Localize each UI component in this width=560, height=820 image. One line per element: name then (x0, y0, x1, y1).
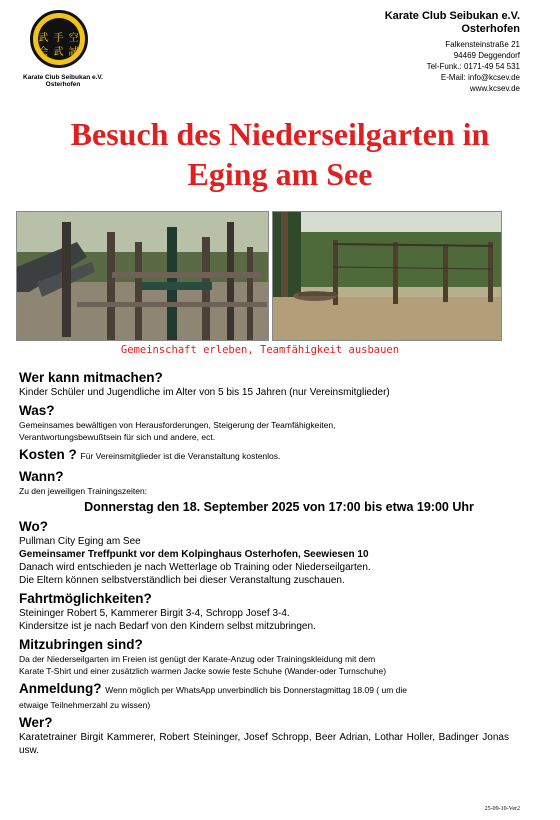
section-was (19, 402, 509, 443)
website-link[interactable]: www.kcsev.de (469, 84, 520, 93)
text-wann: Zu den jeweiligen Trainingszeiten: (19, 486, 148, 496)
club-name: Karate Club Seibukan e.V. (384, 10, 520, 22)
heading-fahrt: Fahrtmöglichkeiten? (19, 591, 152, 606)
text-wo-line-4: Die Eltern können selbstverständlich bei dieser Veranstaltung zuschauen. (19, 575, 345, 586)
club-town: Osterhofen (461, 23, 520, 35)
section-kosten (19, 446, 509, 465)
page-title (0, 114, 560, 194)
section-wo (19, 518, 509, 587)
title-line-2: Eging am See (187, 156, 373, 192)
text-kosten: Für Vereinsmitglieder ist die Veranstaltung kostenlos. (80, 451, 281, 461)
heading-was: Was? (19, 403, 55, 418)
section-anmeldung (19, 680, 509, 711)
logo-glyph-top: 武 手 空 (38, 33, 80, 44)
address-city: 94469 Deggendorf (453, 51, 520, 60)
text-mitbringen-line-2: Karate T-Shirt und einer zusätzlich warmen Jacke sowie feste Schuhe (Wander-oder Turnschuhe) (19, 666, 387, 676)
text-was-line-1: Gemeinsames bewältigen von Herausforderungen, Steigerung der Teamfähigkeiten, (19, 420, 336, 430)
section-mitbringen (19, 636, 509, 677)
text-wer-kann: Kinder Schüler und Jugendliche im Alter von 5 bis 15 Jahren (nur Vereinsmitglieder) (19, 387, 390, 398)
text-anmeldung-line-2: etwaige Teilnehmerzahl zu wissen) (19, 700, 151, 710)
heading-wer: Wer? (19, 715, 53, 730)
address-street: Falkensteinstraße 21 (445, 40, 520, 49)
phone-number: Tel-Funk.: 0171-49 54 531 (426, 62, 520, 71)
text-wo-meeting-point: Gemeinsamer Treffpunkt vor dem Kolpinghaus Osterhofen, Seewiesen 10 (19, 549, 369, 560)
event-details (19, 369, 509, 760)
club-logo (22, 10, 104, 88)
logo-emblem-icon (30, 10, 88, 68)
text-fahrt-line-1: Steininger Robert 5, Kammerer Birgit 3-4, Schropp Josef 3-4. (19, 608, 290, 619)
text-wo-line-3: Danach wird entschieden je nach Wetterlage ob Training oder Niederseilgarten. (19, 562, 371, 573)
tagline: Gemeinschaft erleben, Teamfähigkeit ausbauen (120, 344, 400, 356)
heading-wer-kann: Wer kann mitmachen? (19, 370, 163, 385)
heading-wo: Wo? (19, 519, 48, 534)
text-wer: Karatetrainer Birgit Kammerer, Robert Steininger, Josef Schropp, Beer Adrian, Lothar Holler, Badinger Jonas usw. (19, 732, 509, 756)
heading-mitbringen: Mitzubringen sind? (19, 637, 143, 652)
text-wo-line-1: Pullman City Eging am See (19, 536, 141, 547)
logo-glyph-bottom: 会 武 誠 (38, 47, 80, 58)
heading-wann: Wann? (19, 469, 64, 484)
text-anmeldung: Wenn möglich per WhatsApp unverbindlich bis Donnerstagmittag 18.09 ( um die (105, 685, 408, 695)
version-stamp: 25-09-10-Ver2 (484, 806, 520, 812)
section-wann (19, 468, 509, 515)
text-mitbringen-line-1: Da der Niederseilgarten im Freien ist genügt der Karate-Anzug oder Trainingskleidung mit dem (19, 654, 376, 664)
heading-kosten: Kosten ? (19, 447, 77, 462)
contact-block (385, 10, 520, 94)
heading-anmeldung: Anmeldung? (19, 681, 102, 696)
title-line-1: Besuch des Niederseilgarten in (70, 116, 490, 152)
section-wer (19, 714, 509, 757)
section-wer-kann (19, 369, 509, 399)
text-fahrt-line-2: Kindersitze ist je nach Bedarf von den Kindern selbst mitzubringen. (19, 621, 316, 632)
photo-rope-course-left (16, 211, 269, 341)
logo-caption-name: Karate Club Seibukan e.V. (23, 74, 103, 81)
section-fahrt (19, 590, 509, 633)
logo-caption-town: Osterhofen (45, 81, 81, 88)
text-was-line-2: Verantwortungsbewußtsein für sich und andere, ect. (19, 432, 216, 442)
photo-rope-course-right (272, 211, 502, 341)
email-address[interactable]: E-Mail: info@kcsev.de (440, 73, 520, 82)
event-date: Donnerstag den 18. September 2025 von 17:00 bis etwa 19:00 Uhr (84, 500, 474, 514)
